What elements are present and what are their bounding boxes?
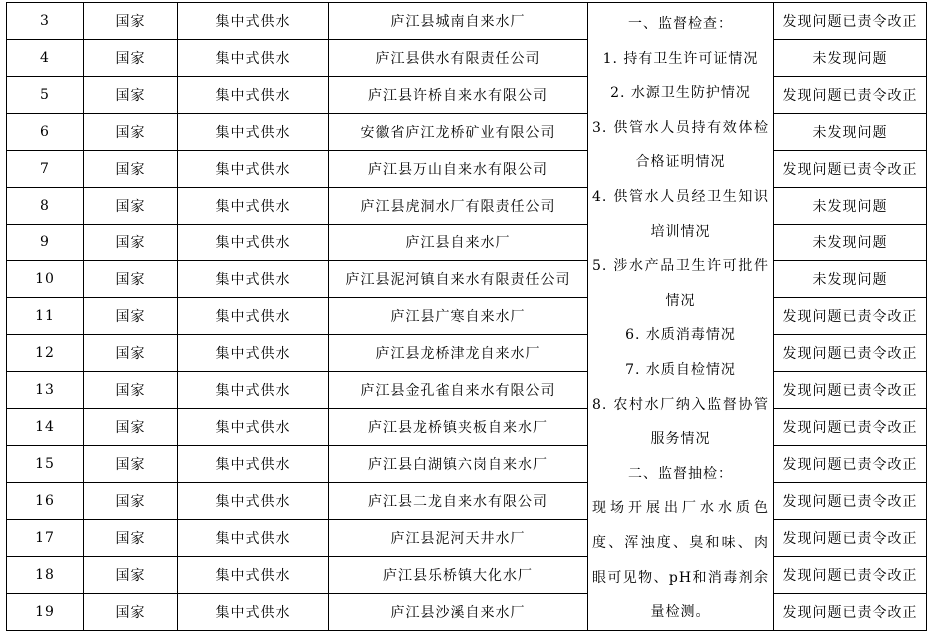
content-item-5: 5. 涉水产品卫生许可批件情况 — [592, 258, 769, 309]
row-number-cell: 11 — [7, 298, 84, 335]
row-number-cell: 6 — [7, 113, 84, 150]
level-cell: 国家 — [84, 150, 178, 187]
section1-title: 一、监督检查： — [628, 16, 733, 32]
table-row — [7, 76, 927, 113]
level-cell: 国家 — [84, 409, 178, 446]
unit-name-cell: 庐江县自来水厂 — [329, 224, 588, 261]
row-number-cell: 14 — [7, 409, 84, 446]
row-number-cell: 18 — [7, 556, 84, 593]
unit-name-cell: 庐江县城南自来水厂 — [329, 3, 588, 40]
row-number-cell: 19 — [7, 593, 84, 630]
result-cell: 发现问题已责令改正 — [774, 372, 927, 409]
row-number-cell: 13 — [7, 372, 84, 409]
table-row — [7, 372, 927, 409]
supply-type-cell: 集中式供水 — [178, 372, 329, 409]
table-row — [7, 519, 927, 556]
row-number-cell: 17 — [7, 519, 84, 556]
level-cell: 国家 — [84, 3, 178, 40]
result-cell: 发现问题已责令改正 — [774, 519, 927, 556]
row-number-cell: 12 — [7, 335, 84, 372]
unit-name-cell: 庐江县泥河镇自来水有限责任公司 — [329, 261, 588, 298]
row-number-cell: 15 — [7, 446, 84, 483]
table-row — [7, 409, 927, 446]
level-cell: 国家 — [84, 187, 178, 224]
supply-type-cell: 集中式供水 — [178, 298, 329, 335]
table-row — [7, 113, 927, 150]
level-cell: 国家 — [84, 261, 178, 298]
result-cell: 未发现问题 — [774, 113, 927, 150]
result-cell: 发现问题已责令改正 — [774, 298, 927, 335]
result-cell: 发现问题已责令改正 — [774, 593, 927, 630]
result-cell: 未发现问题 — [774, 39, 927, 76]
supply-type-cell: 集中式供水 — [178, 482, 329, 519]
unit-name-cell: 庐江县万山自来水有限公司 — [329, 150, 588, 187]
supply-type-cell: 集中式供水 — [178, 335, 329, 372]
row-number-cell: 3 — [7, 3, 84, 40]
supply-type-cell: 集中式供水 — [178, 261, 329, 298]
content-item-3: 3. 供管水人员持有效体检合格证明情况 — [592, 119, 769, 171]
supply-type-cell: 集中式供水 — [178, 187, 329, 224]
unit-name-cell: 庐江县龙桥镇夹板自来水厂 — [329, 409, 588, 446]
row-number-cell: 5 — [7, 76, 84, 113]
content-item-1: 1. 持有卫生许可证情况 — [602, 50, 759, 67]
supply-type-cell: 集中式供水 — [178, 39, 329, 76]
unit-name-cell: 庐江县供水有限责任公司 — [329, 39, 588, 76]
supply-type-cell: 集中式供水 — [178, 409, 329, 446]
unit-name-cell: 庐江县龙桥津龙自来水厂 — [329, 335, 588, 372]
supply-type-cell: 集中式供水 — [178, 446, 329, 483]
unit-name-cell: 庐江县沙溪自来水厂 — [329, 593, 588, 630]
inspection-content-cell — [588, 3, 774, 631]
level-cell: 国家 — [84, 519, 178, 556]
content-item-7: 7. 水质自检情况 — [625, 361, 736, 378]
result-cell: 发现问题已责令改正 — [774, 409, 927, 446]
level-cell: 国家 — [84, 39, 178, 76]
level-cell: 国家 — [84, 113, 178, 150]
table-row — [7, 261, 927, 298]
result-cell: 未发现问题 — [774, 224, 927, 261]
result-cell: 未发现问题 — [774, 261, 927, 298]
section2-title: 二、监督抽检： — [628, 465, 733, 482]
row-number-cell: 10 — [7, 261, 84, 298]
content-item-8: 8. 农村水厂纳入监督协管服务情况 — [592, 396, 769, 448]
table-row — [7, 3, 927, 40]
unit-name-cell: 庐江县金孔雀自来水有限公司 — [329, 372, 588, 409]
table-row — [7, 224, 927, 261]
level-cell: 国家 — [84, 593, 178, 630]
table-row — [7, 556, 927, 593]
table-row — [7, 482, 927, 519]
result-cell: 发现问题已责令改正 — [774, 482, 927, 519]
table-row — [7, 446, 927, 483]
unit-name-cell: 庐江县泥河天井水厂 — [329, 519, 588, 556]
unit-name-cell: 庐江县白湖镇六岗自来水厂 — [329, 446, 588, 483]
supply-type-cell: 集中式供水 — [178, 224, 329, 261]
supply-type-cell: 集中式供水 — [178, 593, 329, 630]
result-cell: 发现问题已责令改正 — [774, 446, 927, 483]
row-number-cell: 8 — [7, 187, 84, 224]
supply-type-cell: 集中式供水 — [178, 519, 329, 556]
result-cell: 发现问题已责令改正 — [774, 150, 927, 187]
table-row — [7, 298, 927, 335]
section2-body: 现场开展出厂水水质色度、浑浊度、臭和味、肉眼可见物、pH和消毒剂余量检测。 — [592, 500, 769, 621]
table-row — [7, 39, 927, 76]
result-cell: 发现问题已责令改正 — [774, 76, 927, 113]
inspection-table — [6, 2, 927, 631]
result-cell: 未发现问题 — [774, 187, 927, 224]
table-row — [7, 150, 927, 187]
unit-name-cell: 庐江县乐桥镇大化水厂 — [329, 556, 588, 593]
row-number-cell: 7 — [7, 150, 84, 187]
level-cell: 国家 — [84, 482, 178, 519]
unit-name-cell: 庐江县虎洞水厂有限责任公司 — [329, 187, 588, 224]
unit-name-cell: 庐江县二龙自来水有限公司 — [329, 482, 588, 519]
level-cell: 国家 — [84, 224, 178, 261]
level-cell: 国家 — [84, 76, 178, 113]
table-row — [7, 335, 927, 372]
table-body — [7, 3, 927, 631]
level-cell: 国家 — [84, 335, 178, 372]
level-cell: 国家 — [84, 556, 178, 593]
result-cell: 发现问题已责令改正 — [774, 3, 927, 40]
supply-type-cell: 集中式供水 — [178, 76, 329, 113]
table-row — [7, 187, 927, 224]
result-cell: 发现问题已责令改正 — [774, 556, 927, 593]
unit-name-cell: 庐江县许桥自来水有限公司 — [329, 76, 588, 113]
content-item-6: 6. 水质消毒情况 — [625, 327, 736, 344]
supply-type-cell: 集中式供水 — [178, 113, 329, 150]
table-row — [7, 593, 927, 630]
row-number-cell: 4 — [7, 39, 84, 76]
level-cell: 国家 — [84, 372, 178, 409]
supply-type-cell: 集中式供水 — [178, 150, 329, 187]
level-cell: 国家 — [84, 446, 178, 483]
content-item-2: 2. 水源卫生防护情况 — [610, 85, 751, 102]
unit-name-cell: 安徽省庐江龙桥矿业有限公司 — [329, 113, 588, 150]
row-number-cell: 16 — [7, 482, 84, 519]
row-number-cell: 9 — [7, 224, 84, 261]
content-item-4: 4. 供管水人员经卫生知识培训情况 — [592, 188, 769, 240]
supply-type-cell: 集中式供水 — [178, 3, 329, 40]
supply-type-cell: 集中式供水 — [178, 556, 329, 593]
unit-name-cell: 庐江县广寒自来水厂 — [329, 298, 588, 335]
result-cell: 发现问题已责令改正 — [774, 335, 927, 372]
level-cell: 国家 — [84, 298, 178, 335]
